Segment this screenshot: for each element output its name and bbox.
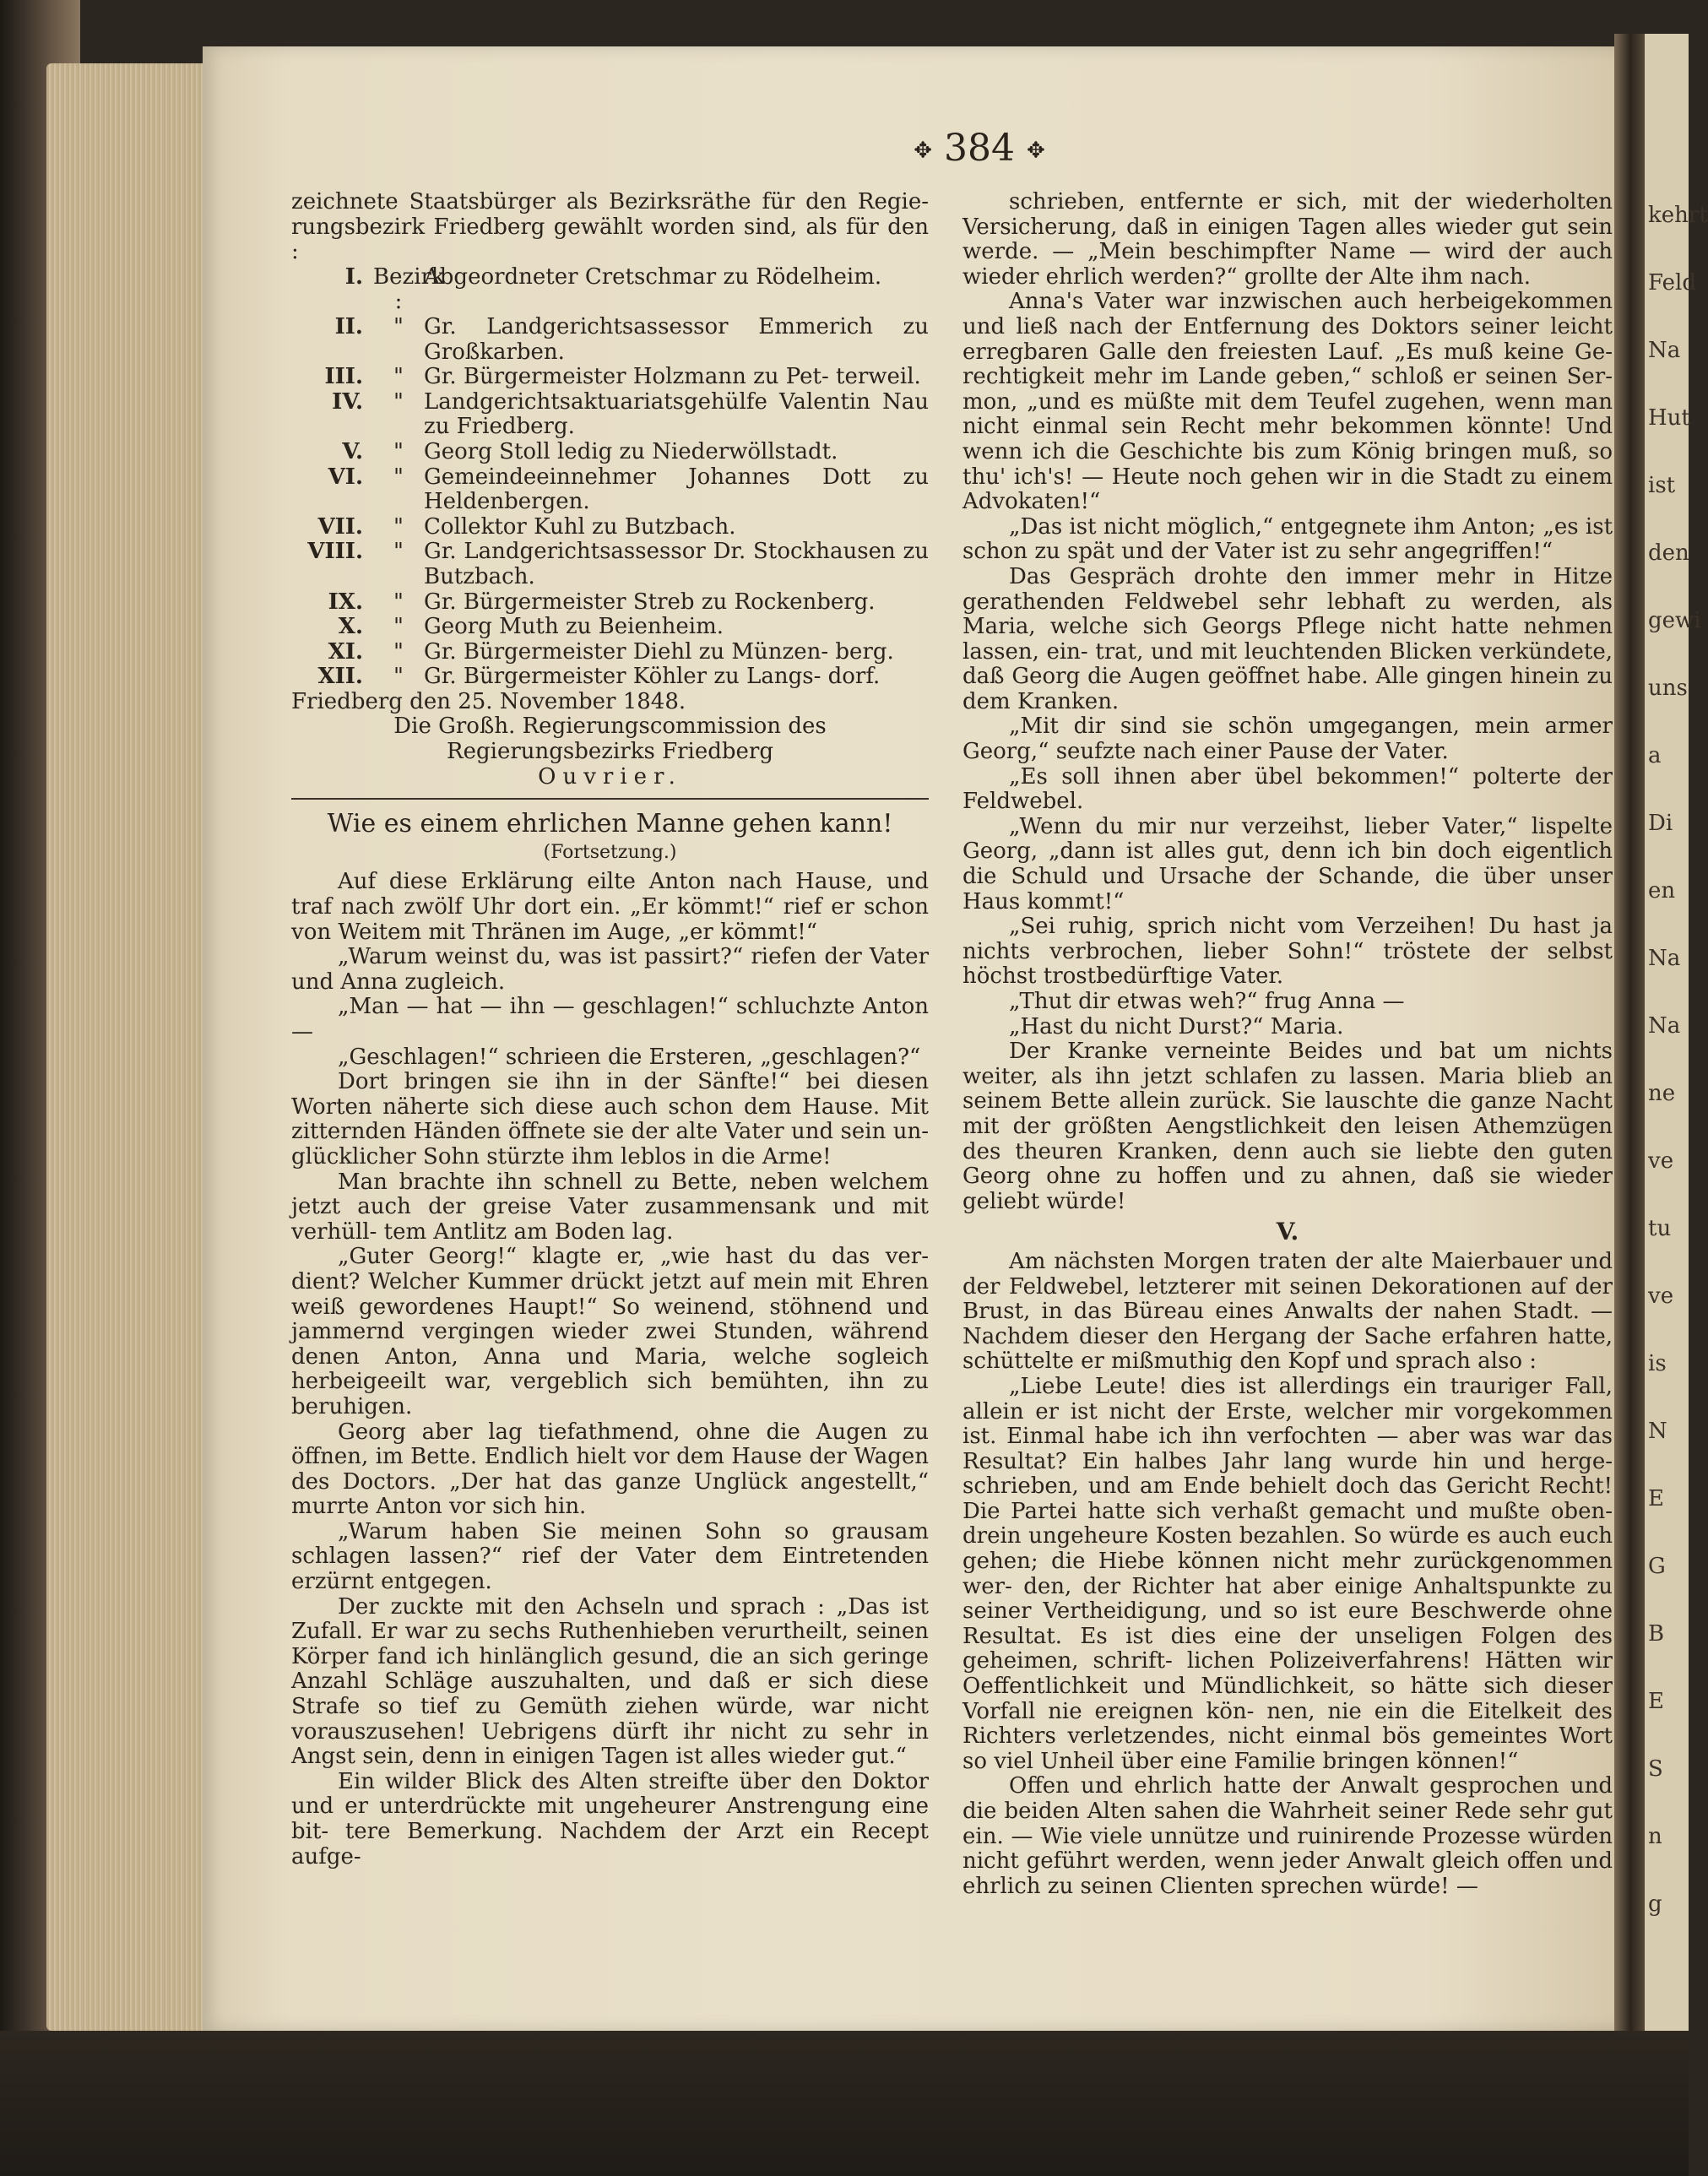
page-number	[895, 127, 1064, 170]
paragraph: Der zuckte mit den Achseln und sprach : „Das ist Zufall. Er war zu sechs Ruthenhieben verurtheilt, seinen Körper fand ich hinlänglich gesund, die an sich geringe Anzahl Schläge auszuhalten, und daß er sich diese Strafe so tief zu Gemüth ziehen würde, war nicht vorauszusehen! Uebrigens dürft ihr nicht zu sehr in Angst sein, denn in einigen Tagen ist alles wieder gut.“	[291, 1593, 929, 1770]
paragraph: „Sei ruhig, sprich nicht vom Verzeihen! Du hast ja nichts verbrochen, lieber Sohn!“ tröstete der selbst höchst trostbedürftige Vater.	[962, 914, 1613, 990]
next-page-text-fragment: ist	[1648, 473, 1676, 498]
next-page-text-fragment: B	[1648, 1621, 1665, 1647]
ornament-left-icon: ✥	[914, 138, 932, 164]
district-mark: "	[393, 513, 404, 540]
district-member: Abgeordneter Cretschmar zu Rödelheim.	[424, 263, 882, 290]
date-line: Friedberg den 25. November 1848.	[291, 688, 686, 714]
district-mark: "	[393, 638, 404, 665]
next-page-text-fragment: en	[1648, 878, 1676, 904]
paragraph: Das Gespräch drohte den immer mehr in Hitze gerathenden Feldwebel sehr lebhaft zu werden, als Maria, welche sich Georgs Pflege nicht hatte nehmen lassen, ein- trat, und mit leuchtenden Blicken verkündete, daß Georg die Augen geöffnet habe. Alle gingen hinein zu dem Kranken.	[962, 563, 1613, 714]
right-paragraphs-b	[962, 1250, 1613, 1899]
district-number: II.	[334, 313, 363, 339]
next-page-text-fragment: Di	[1648, 811, 1673, 836]
district-member: Gr. Bürgermeister Diehl zu Münzen- berg.	[424, 638, 894, 665]
next-page-text-fragment: Na	[1648, 338, 1681, 363]
district-mark: "	[393, 388, 404, 415]
district-number: III.	[324, 364, 363, 390]
district-number: I.	[344, 263, 363, 290]
next-page-text-fragment: S	[1648, 1756, 1663, 1782]
district-mark: "	[393, 438, 404, 464]
next-page-text-fragment: den	[1648, 540, 1689, 566]
next-page-text-fragment: n	[1648, 1824, 1662, 1849]
next-page-text-fragment: kehrt	[1648, 203, 1708, 228]
district-member: Gr. Landgerichtsassessor Dr. Stockhausen zu Butzbach.	[424, 539, 929, 589]
district-member: Collektor Kuhl zu Butzbach.	[424, 513, 736, 540]
district-row	[291, 265, 929, 315]
next-page-text-fragment: g	[1648, 1891, 1662, 1917]
district-mark: "	[393, 664, 404, 690]
paragraph: schrieben, entfernte er sich, mit der wiederholten Versicherung, daß in einigen Tagen alles wieder gut sein werde. — „Mein beschimpfter Name — wird der auch wieder ehrlich werden?“ grollte der Alte ihm nach.	[962, 189, 1613, 290]
paragraph: Anna's Vater war inzwischen auch herbeigekommen und ließ nach der Entfernung des Doktors seiner leicht erregbaren Galle den freiesten Lauf. „Es muß keine Ge- rechtigkeit mehr im Lande geben,“ schloß er seinen Ser- mon, „und es müßte mit dem Teufel zugehen, wenn man nicht einmal sein Recht mehr bekommen könnte! Und wenn ich die Geschichte bis zum König bringen muß, so thu' ich's! — Heute noch gehen wir in die Stadt zu einem Advokaten!“	[962, 289, 1613, 515]
district-member: Georg Stoll ledig zu Niederwöllstadt.	[424, 438, 838, 464]
next-page-text-fragment: ve	[1648, 1148, 1674, 1174]
next-page-text-fragment: Na	[1648, 1013, 1681, 1039]
district-member: Georg Muth zu Beienheim.	[424, 614, 724, 640]
right-paragraphs-a	[962, 190, 1613, 1214]
story-subtitle: (Fortsetzung.)	[543, 841, 677, 863]
paragraph: Auf diese Erklärung eilte Anton nach Hause, und traf nach zwölf Uhr dort ein. „Er kömmt!“ rief er schon von Weitem mit Thränen im Auge, „er kömmt!“	[291, 869, 929, 945]
paragraph: Dort bringen sie ihn in der Sänfte!“ bei diesen Worten näherte sich diese auch schon dem Hause. Mit zitternden Händen öffnete sie der alte Vater und sein un- glücklicher Sohn stürzte ihm leblos in die Arme!	[291, 1069, 929, 1169]
section-heading: V.	[1276, 1218, 1299, 1246]
district-number: VI.	[328, 464, 363, 490]
districts-intro: zeichnete Staatsbürger als Bezirksräthe für den Regie- rungsbezirk Friedberg gewählt worden sind, als für den :	[291, 189, 929, 265]
district-number: X.	[338, 614, 363, 640]
paragraph: „Warum weinst du, was ist passirt?“ riefen der Vater und Anna zugleich.	[291, 944, 929, 995]
district-mark: "	[393, 614, 404, 640]
paragraph: „Man — hat — ihn — geschlagen!“ schluchzte Anton —	[291, 994, 929, 1045]
paragraph: Offen und ehrlich hatte der Anwalt gesprochen und die beiden Alten sahen die Wahrheit seiner Rede sehr gut ein. — Wie viele unnütze und ruinirende Prozesse würden nicht geführt werden, wenn jeder Anwalt gleich offen und ehrlich zu seinen Clienten sprechen würde! —	[962, 1773, 1613, 1899]
divider-rule	[291, 798, 929, 800]
authority-line: Die Großh. Regierungscommission des Regierungsbezirks Friedberg	[393, 714, 827, 765]
district-row	[291, 640, 929, 665]
next-page-text-fragment: a	[1648, 743, 1662, 768]
paragraph: „Warum haben Sie meinen Sohn so grausam schlagen lassen?“ rief der Vater dem Eintretenden erzürnt entgegen.	[291, 1518, 929, 1595]
district-number: XI.	[328, 638, 363, 665]
paragraph: „Liebe Leute! dies ist allerdings ein trauriger Fall, allein er ist nicht der Erste, welcher mir vorgekommen ist. Einmal habe ich ihn verfochten — aber was war das Resultat? Ein halbes Jahr lang wurde hin und herge- schrieben, und am Ende behielt doch das Gericht Recht! Die Partei hatte sich verhaßt gemacht und mußte oben- drein ungeheure Kosten bezahlen. So würde es auch euch gehen; die Hiebe können nicht mehr zurückgenommen wer- den, der Richter hat aber einige Anhaltspunkte zu seiner Vertheidigung, und so ist eure Beschwerde ohne Resultat. Es ist dies eine der unseligen Folgen des geheimen, schrift- lichen Polizeiverfahrens! Hätten wir Oeffentlichkeit und Mündlichkeit, so hätte sich dieser Vorfall nie ereignen kön- nen, nie ein die Eitelkeit des Richters verletzendes, nicht einmal bös gemeintes Wort so viel Unheil über eine Familie bringen können!“	[962, 1373, 1613, 1774]
story-title: Wie es einem ehrlichen Manne gehen kann!	[327, 809, 893, 839]
district-number: VII.	[317, 513, 363, 540]
district-number: V.	[342, 438, 363, 464]
paragraph: Der Kranke verneinte Beides und bat um nichts weiter, als ihn jetzt schlafen zu lassen. Maria blieb an seinem Bette allein zurück. Sie lauschte die ganze Nacht mit der größten Aengstlichkeit den leisen Athemzügen des theuren Kranken, denn auch sie liebte den guten Georg ohne zu hoffen und zu ahnen, daß sie wieder geliebt würde!	[962, 1039, 1613, 1214]
next-page-text-fragment: Feld	[1648, 270, 1696, 296]
district-row	[291, 615, 929, 640]
paragraph: „Geschlagen!“ schrieen die Ersteren, „geschlagen?“	[338, 1044, 921, 1070]
paragraph: Man brachte ihn schnell zu Bette, neben welchem jetzt auch der greise Vater zusammensank und mit verhüll- tem Antlitz am Boden lag.	[291, 1169, 929, 1245]
paragraph: „Hast du nicht Durst?“ Maria.	[1009, 1013, 1344, 1039]
paragraph: „Mit dir sind sie schön umgegangen, mein armer Georg,“ seufzte nach einer Pause der Vater.	[962, 714, 1613, 765]
district-member: Gemeindeeinnehmer Johannes Dott zu Heldenbergen.	[424, 464, 929, 515]
district-mark: "	[393, 539, 404, 565]
district-number: XII.	[317, 664, 363, 690]
district-mark: "	[393, 464, 404, 490]
paragraph: Am nächsten Morgen traten der alte Maierbauer und der Feldwebel, letzterer mit seinen Dekorationen auf der Brust, in das Büreau eines Anwalts der nahen Stadt. — Nachdem dieser den Hergang der Sache erfahren hatte, schüttelte er mißmuthig den Kopf und sprach also :	[962, 1248, 1613, 1375]
district-member: Landgerichtsaktuariatsgehülfe Valentin Nau zu Friedberg.	[424, 388, 929, 440]
district-row	[291, 440, 929, 465]
district-row	[291, 515, 929, 540]
paragraph: „Guter Georg!“ klagte er, „wie hast du das ver- dient? Welcher Kummer drückt jetzt auf mein mit Ehren weiß gewordenes Haupt!“ So weinend, stöhnend und jammernd vergingen wieder zwei Stunden, während denen Anton, Anna und Maria, welche sogleich herbeigeeilt war, vergeblich sich bemühten, ihn zu beruhigen.	[291, 1244, 929, 1419]
paragraph: „Thut dir etwas weh?“ frug Anna —	[1009, 989, 1405, 1014]
district-number: IX.	[328, 589, 363, 615]
next-page-text-fragment: ne	[1648, 1081, 1676, 1106]
district-member: Gr. Bürgermeister Holzmann zu Pet- terweil.	[424, 364, 921, 390]
paragraph: Georg aber lag tiefathmend, ohne die Augen zu öffnen, im Bette. Endlich hielt vor dem Hause der Wagen des Doctors. „Der hat das ganze Unglück angestellt,“ murrte Anton vor sich hin.	[291, 1419, 929, 1520]
district-row	[291, 365, 929, 390]
left-paragraphs	[291, 870, 929, 1869]
district-row	[291, 590, 929, 616]
bottom-shadow	[0, 2031, 1689, 2176]
district-row	[291, 665, 929, 690]
next-page-text-fragment: N	[1648, 1419, 1667, 1444]
next-page-text-fragment: Na	[1648, 946, 1681, 971]
next-page-text-fragment: uns	[1648, 676, 1688, 701]
district-row	[291, 390, 929, 440]
left-column	[291, 190, 929, 1869]
next-page-text-fragment: tu	[1648, 1216, 1672, 1241]
district-row	[291, 540, 929, 589]
next-page-text-fragment: ve	[1648, 1283, 1674, 1309]
district-number: VIII.	[307, 539, 363, 565]
next-page-text-fragment: E	[1648, 1689, 1664, 1714]
paragraph: „Es soll ihnen aber übel bekommen!“ polterte der Feldwebel.	[962, 763, 1613, 815]
next-page-fragment	[1645, 34, 1708, 2043]
district-row	[291, 465, 929, 515]
right-column	[962, 190, 1613, 1899]
district-row	[291, 315, 929, 365]
district-mark: "	[393, 364, 404, 390]
district-mark: "	[393, 589, 404, 615]
district-mark: "	[393, 313, 404, 339]
book-gutter	[1614, 34, 1646, 2043]
next-page-text-fragment: E	[1648, 1486, 1664, 1511]
ornament-right-icon: ✥	[1026, 138, 1045, 164]
district-list	[291, 265, 929, 690]
signature: Ouvrier.	[538, 763, 682, 790]
district-member: Gr. Bürgermeister Köhler zu Langs- dorf.	[424, 664, 881, 690]
paragraph: „Wenn du mir nur verzeihst, lieber Vater,“ lispelte Georg, „dann ist alles gut, denn ich bin doch eigentlich die Schuld und Ursache der Schande, die über unser Haus kommt!“	[962, 813, 1613, 914]
next-page-text-fragment: G	[1648, 1554, 1666, 1579]
district-member: Gr. Landgerichtsassessor Emmerich zu Großkarben.	[424, 313, 929, 365]
paragraph: „Das ist nicht möglich,“ entgegnete ihm Anton; „es ist schon zu spät und der Vater ist zu sehr angegriffen!“	[962, 513, 1613, 565]
next-page-text-fragment: gewi	[1648, 608, 1701, 633]
district-member: Gr. Bürgermeister Streb zu Rockenberg.	[424, 589, 876, 615]
next-page-text-fragment: is	[1648, 1351, 1667, 1376]
district-number: IV.	[332, 388, 363, 415]
page-number-text: 384	[944, 127, 1015, 170]
next-page-text-fragment: Hut	[1648, 405, 1690, 431]
paragraph: Ein wilder Blick des Alten streifte über den Doktor und er unterdrückte mit ungeheurer Anstrengung eine bit- tere Bemerkung. Nachdem der Arzt ein Recept aufge-	[291, 1768, 929, 1869]
district-mark: Bezirk :	[373, 263, 445, 315]
